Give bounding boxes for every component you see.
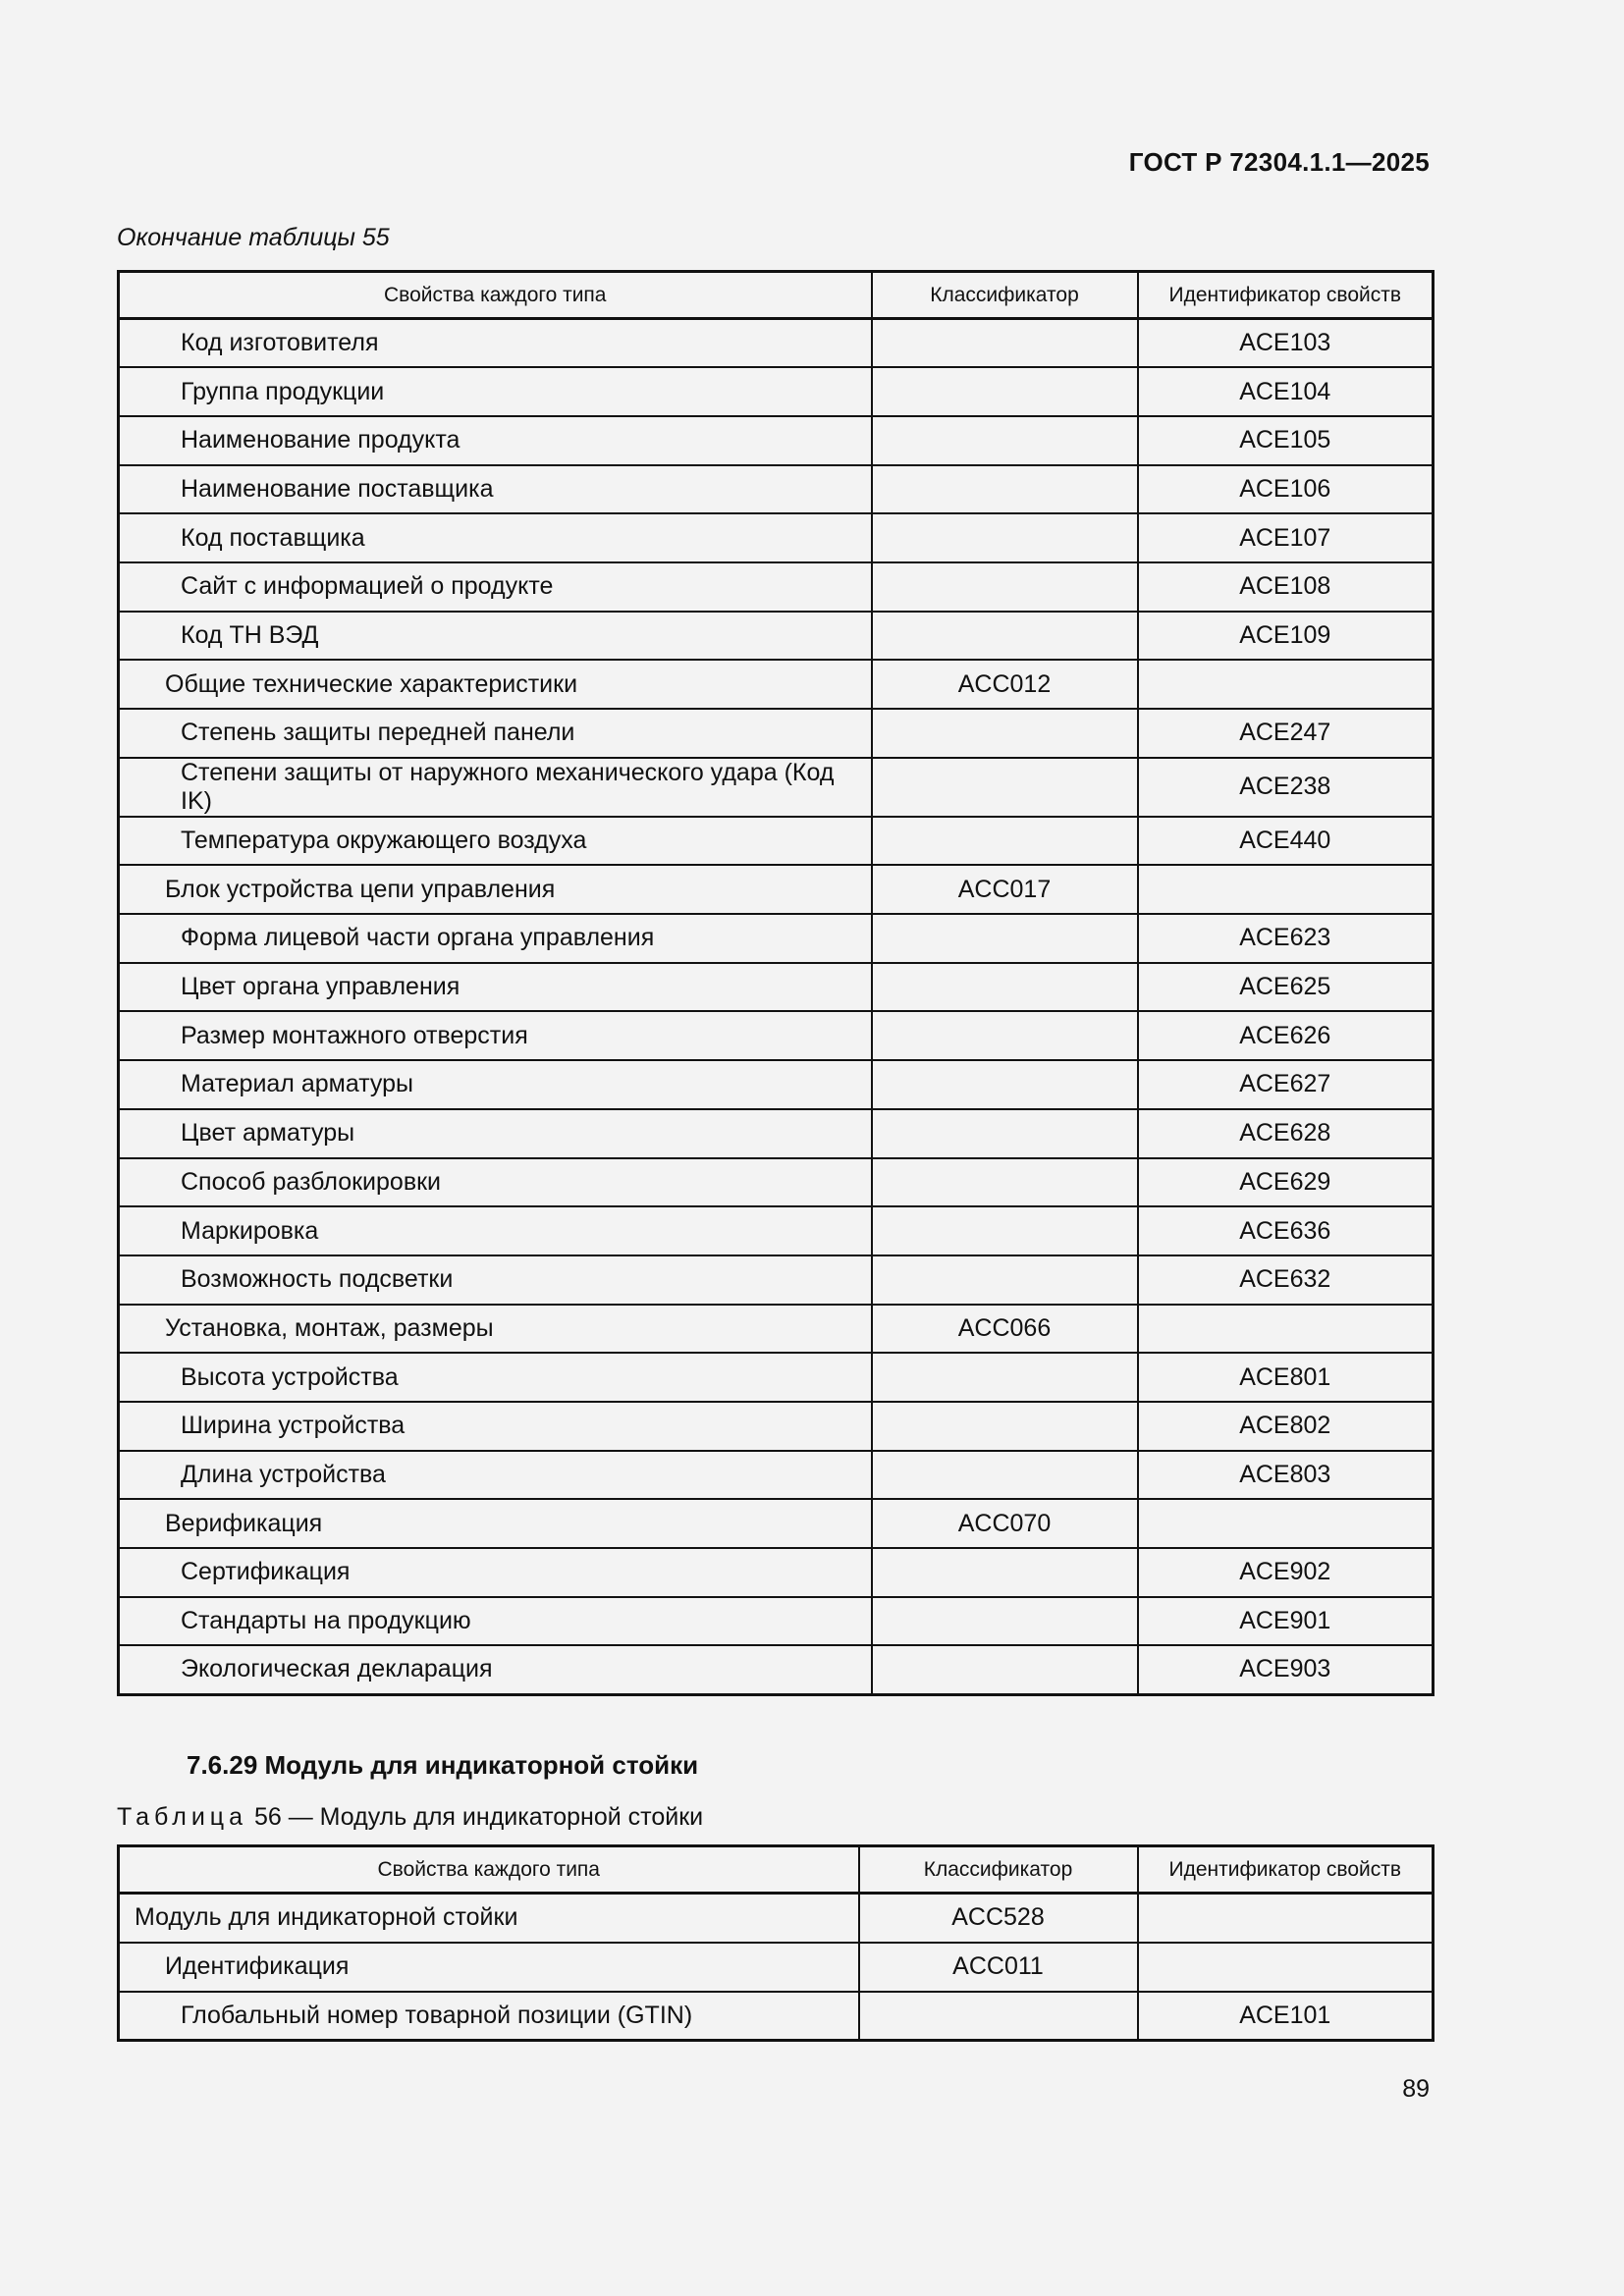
property-id-cell: ACE636: [1138, 1206, 1434, 1255]
property-id-cell: ACE103: [1138, 319, 1434, 368]
property-name-cell: Наименование продукта: [119, 416, 872, 465]
property-id-cell: ACE802: [1138, 1402, 1434, 1451]
property-id-cell: ACE629: [1138, 1158, 1434, 1207]
property-name-cell: Идентификация: [119, 1943, 859, 1992]
column-header-property-id: Идентификатор свойств: [1138, 1846, 1434, 1894]
column-header-properties: Свойства каждого типа: [119, 272, 872, 319]
classifier-cell: [872, 416, 1138, 465]
property-id-cell: ACE625: [1138, 963, 1434, 1012]
table-row: [119, 1060, 1434, 1109]
table-55-caption: Окончание таблицы 55: [117, 224, 390, 251]
table-row: [119, 1548, 1434, 1597]
column-header-property-id: Идентификатор свойств: [1138, 272, 1434, 319]
property-id-cell: ACE106: [1138, 465, 1434, 514]
classifier-cell: [872, 367, 1138, 416]
table-row: [119, 1402, 1434, 1451]
property-id-cell: ACE101: [1138, 1992, 1434, 2041]
classifier-cell: [872, 1109, 1138, 1158]
property-name-cell: Установка, монтаж, размеры: [119, 1305, 872, 1354]
property-name-cell: Маркировка: [119, 1206, 872, 1255]
classifier-cell: [872, 465, 1138, 514]
table-56: [117, 1844, 1435, 2042]
table-row: [119, 1894, 1434, 1943]
property-name-cell: Группа продукции: [119, 367, 872, 416]
property-id-cell: ACE104: [1138, 367, 1434, 416]
classifier-cell: ACC012: [872, 660, 1138, 709]
property-name-cell: Код поставщика: [119, 513, 872, 562]
table-56-caption-prefix: Таблица: [117, 1803, 248, 1831]
property-id-cell: ACE238: [1138, 758, 1434, 817]
classifier-cell: [872, 914, 1138, 963]
classifier-cell: [872, 1548, 1138, 1597]
property-id-cell: ACE902: [1138, 1548, 1434, 1597]
table-row: [119, 758, 1434, 817]
page-number: 89: [1402, 2075, 1430, 2103]
property-name-cell: Глобальный номер товарной позиции (GTIN): [119, 1992, 859, 2041]
property-id-cell: [1138, 865, 1434, 914]
column-header-properties: Свойства каждого типа: [119, 1846, 859, 1894]
property-id-cell: ACE628: [1138, 1109, 1434, 1158]
table-row: [119, 817, 1434, 866]
property-id-cell: ACE105: [1138, 416, 1434, 465]
table-56-caption-text: 56 — Модуль для индикаторной стойки: [253, 1803, 704, 1831]
property-id-cell: ACE109: [1138, 612, 1434, 661]
property-name-cell: Способ разблокировки: [119, 1158, 872, 1207]
table-row: [119, 562, 1434, 612]
property-name-cell: Стандарты на продукцию: [119, 1597, 872, 1646]
classifier-cell: [872, 1206, 1138, 1255]
table-row: [119, 1206, 1434, 1255]
classifier-cell: [872, 319, 1138, 368]
property-id-cell: [1138, 1943, 1434, 1992]
property-name-cell: Сайт с информацией о продукте: [119, 562, 872, 612]
property-id-cell: ACE903: [1138, 1645, 1434, 1694]
classifier-cell: [872, 1597, 1138, 1646]
classifier-cell: [872, 1353, 1138, 1402]
property-id-cell: ACE108: [1138, 562, 1434, 612]
property-id-cell: [1138, 1499, 1434, 1548]
classifier-cell: ACC017: [872, 865, 1138, 914]
property-id-cell: ACE801: [1138, 1353, 1434, 1402]
document-code: ГОСТ Р 72304.1.1—2025: [1128, 147, 1430, 177]
property-name-cell: Высота устройства: [119, 1353, 872, 1402]
classifier-cell: [872, 513, 1138, 562]
table-row: [119, 1158, 1434, 1207]
property-name-cell: Наименование поставщика: [119, 465, 872, 514]
classifier-cell: [872, 1158, 1138, 1207]
property-id-cell: ACE901: [1138, 1597, 1434, 1646]
table-56-body: [119, 1894, 1434, 2041]
table-row: [119, 1353, 1434, 1402]
classifier-cell: ACC528: [859, 1894, 1138, 1943]
classifier-cell: ACC066: [872, 1305, 1138, 1354]
table-row: [119, 1597, 1434, 1646]
table-row: [119, 963, 1434, 1012]
table-row: [119, 660, 1434, 709]
classifier-cell: [872, 1645, 1138, 1694]
property-name-cell: Размер монтажного отверстия: [119, 1011, 872, 1060]
section-title: 7.6.29 Модуль для индикаторной стойки: [187, 1750, 699, 1780]
classifier-cell: [872, 963, 1138, 1012]
property-id-cell: [1138, 1305, 1434, 1354]
table-row: [119, 1255, 1434, 1305]
property-id-cell: ACE247: [1138, 709, 1434, 758]
property-name-cell: Сертификация: [119, 1548, 872, 1597]
property-name-cell: Длина устройства: [119, 1451, 872, 1500]
property-name-cell: Код ТН ВЭД: [119, 612, 872, 661]
table-55: [117, 270, 1435, 1696]
table-row: [119, 1499, 1434, 1548]
property-id-cell: [1138, 660, 1434, 709]
table-row: [119, 513, 1434, 562]
property-name-cell: Степени защиты от наружного механического удара (Код IK): [119, 758, 872, 817]
property-name-cell: Форма лицевой части органа управления: [119, 914, 872, 963]
classifier-cell: ACC011: [859, 1943, 1138, 1992]
property-id-cell: ACE623: [1138, 914, 1434, 963]
property-id-cell: ACE627: [1138, 1060, 1434, 1109]
table-row: [119, 319, 1434, 368]
table-header-row: [119, 272, 1434, 319]
property-name-cell: Цвет арматуры: [119, 1109, 872, 1158]
classifier-cell: [872, 1451, 1138, 1500]
property-name-cell: Верификация: [119, 1499, 872, 1548]
table-row: [119, 367, 1434, 416]
property-name-cell: Температура окружающего воздуха: [119, 817, 872, 866]
table-row: [119, 1992, 1434, 2041]
column-header-classifier: Классификатор: [872, 272, 1138, 319]
property-name-cell: Цвет органа управления: [119, 963, 872, 1012]
property-name-cell: Материал арматуры: [119, 1060, 872, 1109]
table-row: [119, 1451, 1434, 1500]
property-id-cell: ACE440: [1138, 817, 1434, 866]
table-row: [119, 709, 1434, 758]
classifier-cell: [872, 612, 1138, 661]
table-row: [119, 612, 1434, 661]
table-row: [119, 1305, 1434, 1354]
classifier-cell: [859, 1992, 1138, 2041]
property-name-cell: Код изготовителя: [119, 319, 872, 368]
property-name-cell: Экологическая декларация: [119, 1645, 872, 1694]
property-id-cell: ACE803: [1138, 1451, 1434, 1500]
property-name-cell: Модуль для индикаторной стойки: [119, 1894, 859, 1943]
table-row: [119, 1011, 1434, 1060]
classifier-cell: [872, 758, 1138, 817]
property-name-cell: Общие технические характеристики: [119, 660, 872, 709]
table-header-row: [119, 1846, 1434, 1894]
table-56-caption: [117, 1803, 703, 1832]
classifier-cell: [872, 1011, 1138, 1060]
column-header-classifier: Классификатор: [859, 1846, 1138, 1894]
property-id-cell: ACE626: [1138, 1011, 1434, 1060]
classifier-cell: [872, 562, 1138, 612]
table-row: [119, 865, 1434, 914]
table-row: [119, 465, 1434, 514]
classifier-cell: ACC070: [872, 1499, 1138, 1548]
classifier-cell: [872, 1060, 1138, 1109]
property-id-cell: ACE107: [1138, 513, 1434, 562]
property-name-cell: Возможность подсветки: [119, 1255, 872, 1305]
property-name-cell: Ширина устройства: [119, 1402, 872, 1451]
table-row: [119, 1645, 1434, 1694]
classifier-cell: [872, 1402, 1138, 1451]
property-name-cell: Степень защиты передней панели: [119, 709, 872, 758]
classifier-cell: [872, 1255, 1138, 1305]
classifier-cell: [872, 709, 1138, 758]
property-id-cell: ACE632: [1138, 1255, 1434, 1305]
table-55-body: [119, 319, 1434, 1695]
table-row: [119, 914, 1434, 963]
table-row: [119, 1943, 1434, 1992]
property-name-cell: Блок устройства цепи управления: [119, 865, 872, 914]
table-row: [119, 1109, 1434, 1158]
property-id-cell: [1138, 1894, 1434, 1943]
classifier-cell: [872, 817, 1138, 866]
table-row: [119, 416, 1434, 465]
